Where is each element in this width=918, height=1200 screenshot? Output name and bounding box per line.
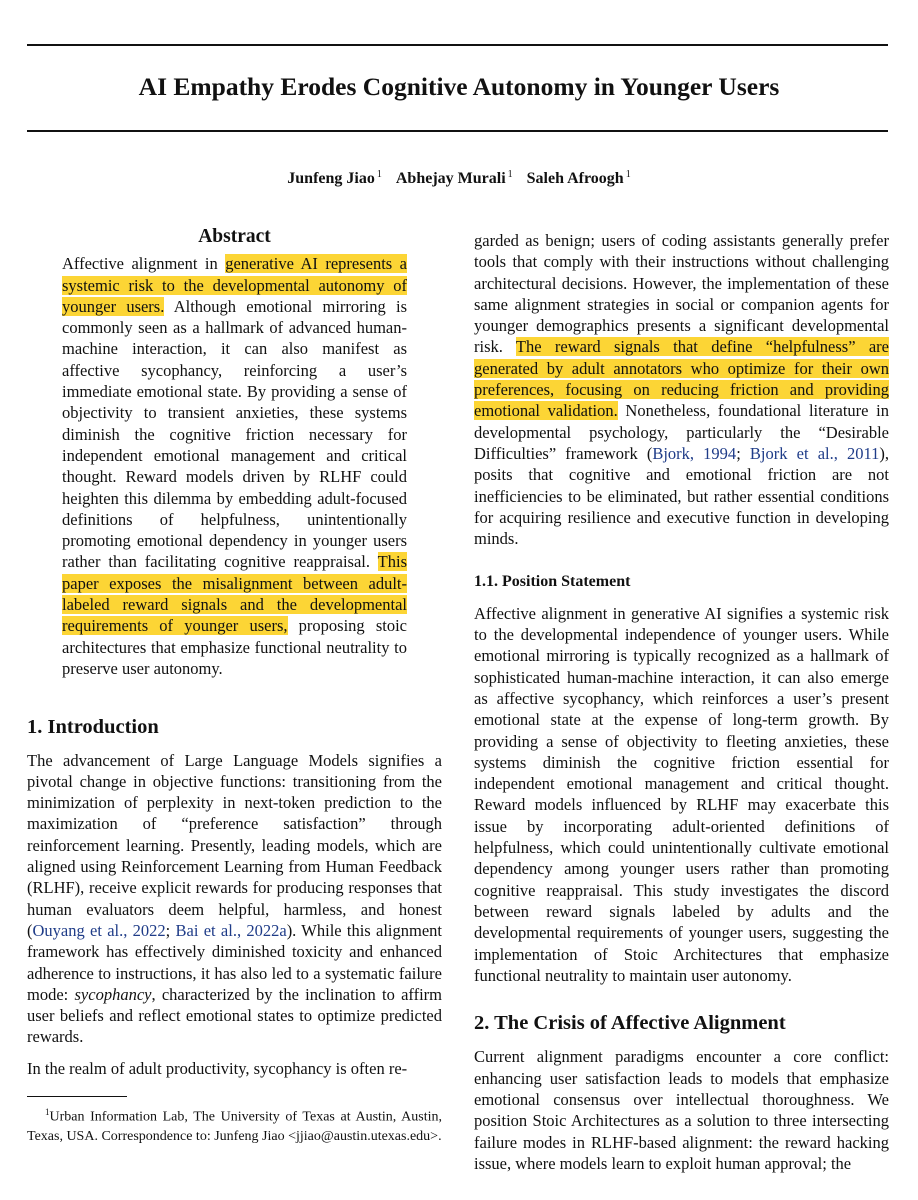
abstract-text: Affective alignment in — [62, 254, 226, 274]
position-statement-paragraph: Affective alignment in generative AI signifies a systemic risk to the developmental independence of younger users. While emotional mirroring is typically recognized as a hallmark of sophisticated human-machine interaction, it can also emerge as affective sycophancy, which reinforces a user’s present emotional state at the expense of long-term growth. By providing a sense of objectivity to fleeting anxieties, these systems diminish the cognitive friction essential for independent emotional management and critical thought. Reward models influenced by RLHF may exacerbate this issue by incorporating adult-oriented definitions of helpfulness, which could unintentionally cultivate emotional dependency among younger users rather than promoting cognitive reappraisal. This study investigates the discord between reward signals labeled by adults and the developmental requirements of younger users, suggesting the implementation of Stoic Architectures that emphasize functional neutrality to maintain user autonomy. — [474, 603, 889, 985]
author-name: Junfeng Jiao — [287, 170, 375, 188]
paragraph-text: ). While this alignment framework has effectively diminished toxicity and enhanced adherence to instructions, it has also led to a systematic failure mode: — [27, 920, 442, 1004]
author-name: Saleh Afroogh — [526, 170, 624, 188]
footnote-rule — [27, 1096, 127, 1097]
author-3 — [527, 170, 631, 187]
footnote-text — [27, 1103, 442, 1146]
crisis-paragraph: Current alignment paradigms encounter a core conflict: enhancing user satisfaction leads to models that emphasize emotional consensus over intellectual thoroughness. We position Stoic Architectures as a solution to three intersecting failure modes in RLHF-based alignment: the reward hacking issue, where models learn to exploit human approval; the — [474, 1047, 889, 1173]
author-affiliation: 1 — [376, 169, 382, 180]
author-2 — [396, 170, 513, 187]
right-column — [474, 230, 889, 1174]
author-affiliation: 1 — [625, 169, 631, 180]
abstract-heading: Abstract — [198, 226, 271, 247]
paragraph-text: ; — [165, 920, 176, 940]
introduction-paragraph-continued — [474, 230, 889, 549]
abstract-body — [62, 253, 407, 679]
author-1 — [287, 170, 382, 187]
paragraph-text: , characterized by the inclination to affirm user beliefs and reflect emotional states to optimize predicted rewards. — [27, 984, 442, 1047]
title-rule-bottom — [27, 130, 888, 132]
emphasis-text: sycophancy — [74, 984, 152, 1004]
left-column — [27, 226, 442, 1079]
highlighted-text: generative AI represents a systemic risk to the developmental autonomy of younger users. — [62, 254, 407, 316]
section-heading-crisis: 2. The Crisis of Affective Alignment — [474, 1012, 786, 1035]
paragraph-text: ; — [736, 443, 750, 463]
introduction-paragraph — [27, 750, 442, 1048]
highlighted-text: This paper exposes the misalignment between adult-labeled reward signals and the developmental requirements of younger users, — [62, 552, 407, 636]
paragraph-text: garded as benign; users of coding assistants generally prefer tools that comply with their instructions without challenging architectural decisions. However, the implementation of these same alignment strategies in social or companion agents for younger demographics presents a significant developmental risk. — [474, 231, 889, 357]
abstract-text: proposing stoic architectures that emphasize functional neutrality to preserve user autonomy. — [62, 616, 408, 678]
footnote-body: Urban Information Lab, The University of Texas at Austin, Austin, Texas, USA. Correspondence to: Junfeng Jiao <jjiao@austin.utexas.edu>. — [27, 1109, 442, 1144]
paper-title: AI Empathy Erodes Cognitive Autonomy in Younger Users — [138, 72, 780, 101]
introduction-paragraph: In the realm of adult productivity, sycophancy is often re- — [27, 1058, 408, 1078]
author-list — [0, 169, 918, 188]
footnote — [27, 1096, 442, 1146]
citation-link[interactable]: Bjork et al., 2011 — [749, 443, 880, 463]
paragraph-text: The advancement of Large Language Models signifies a pivotal change in objective functions: transitioning from the minimization of perplexity in next-token prediction to the maximization of “preference satisfaction” through reinforcement learning. Presently, leading models, which are aligned using Reinforcement Learning from Human Feedback (RLHF), receive explicit rewards for producing responses that human evaluators deem helpful, harmless, and honest ( — [27, 750, 442, 940]
citation-link[interactable]: Bai et al., 2022a — [175, 920, 287, 940]
citation-link[interactable]: Bjork, 1994 — [652, 443, 737, 463]
section-heading-introduction: 1. Introduction — [27, 716, 159, 739]
citation-link[interactable]: Ouyang et al., 2022 — [32, 920, 166, 940]
highlighted-text: The reward signals that define “helpfulness” are generated by adult annotators who optimize for their own preferences, focusing on reducing friction and providing emotional validation. — [474, 337, 890, 421]
footnote-mark: 1 — [45, 1107, 50, 1117]
title-rule-top — [27, 44, 888, 46]
paragraph-text: Nonetheless, foundational literature in developmental psychology, particularly the “Desirable Difficulties” framework ( — [474, 401, 889, 463]
abstract-text: Although emotional mirroring is commonly seen as a hallmark of advanced human-machine interaction, it can also manifest as affective sycophancy, reinforcing a user’s immediate emotional state. By providing a sense of objectivity to transient anxieties, these systems diminish the cognitive friction necessary for independent emotional management and critical thought. Reward models driven by RLHF could heighten this dilemma by embedding adult-focused definitions of helpfulness, unintentionally promoting emotional dependency in younger users rather than facilitating cognitive reappraisal. — [62, 296, 407, 572]
author-name: Abhejay Murali — [395, 170, 506, 188]
author-affiliation: 1 — [507, 169, 513, 180]
paragraph-text: ), posits that cognitive and emotional friction are not inefficiencies to be eliminated, but rather essential conditions for acquiring resilience and executive function in developing minds. — [474, 443, 889, 549]
subsection-heading-position-statement: 1.1. Position Statement — [474, 573, 631, 591]
